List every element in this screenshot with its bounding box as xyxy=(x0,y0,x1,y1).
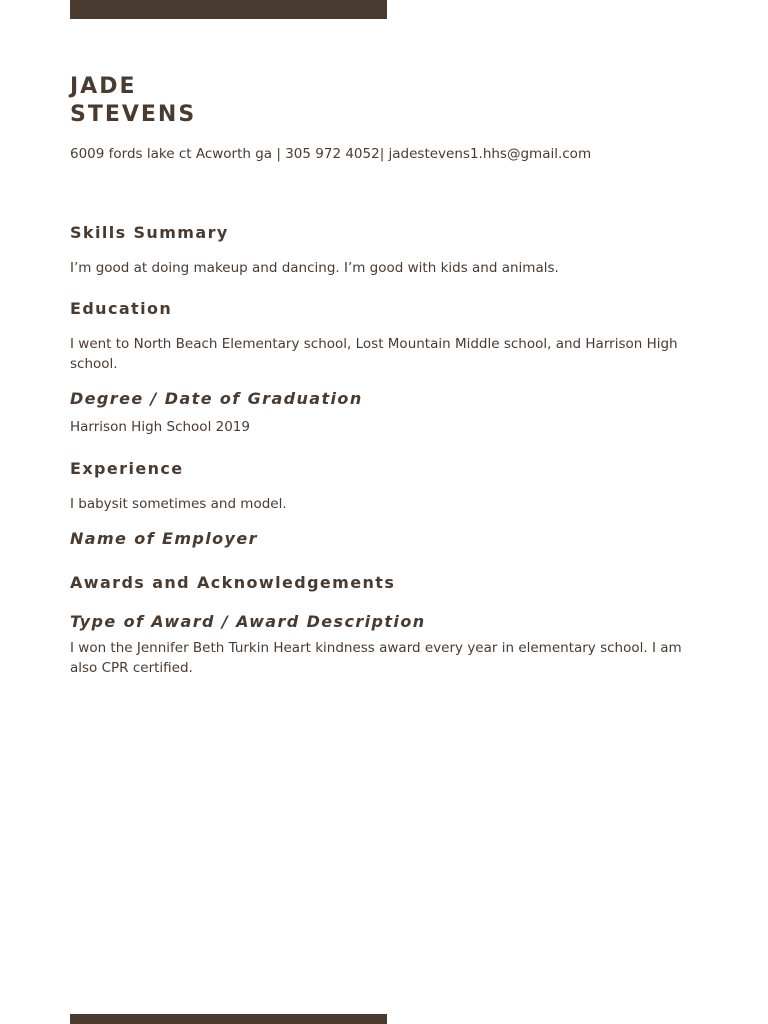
first-name: JADE xyxy=(70,74,137,99)
top-accent-bar xyxy=(70,0,387,19)
awards-text: I won the Jennifer Beth Turkin Heart kindness award every year in elementary school. I am also CPR certified. xyxy=(70,640,682,676)
degree-text: Harrison High School 2019 xyxy=(70,419,250,435)
skills-text: I’m good at doing makeup and dancing. I’m good with kids and animals. xyxy=(70,260,559,276)
contact-info: 6009 fords lake ct Acworth ga | 305 972 4052| jadestevens1.hhs@gmail.com xyxy=(70,146,592,162)
education-text: I went to North Beach Elementary school, Lost Mountain Middle school, and Harrison High school. xyxy=(70,336,678,372)
education-heading: Education xyxy=(70,299,173,318)
candidate-name xyxy=(70,73,700,129)
experience-text: I babysit sometimes and model. xyxy=(70,496,287,512)
awards-heading: Awards and Acknowledgements xyxy=(70,573,396,592)
experience-heading: Experience xyxy=(70,459,184,478)
last-name: STEVENS xyxy=(70,102,197,127)
bottom-accent-bar xyxy=(70,1014,387,1024)
degree-subheading: Degree / Date of Graduation xyxy=(70,389,363,408)
employer-subheading: Name of Employer xyxy=(70,529,258,548)
skills-heading: Skills Summary xyxy=(70,223,229,242)
resume-content xyxy=(70,73,700,676)
award-subheading: Type of Award / Award Description xyxy=(70,612,426,631)
